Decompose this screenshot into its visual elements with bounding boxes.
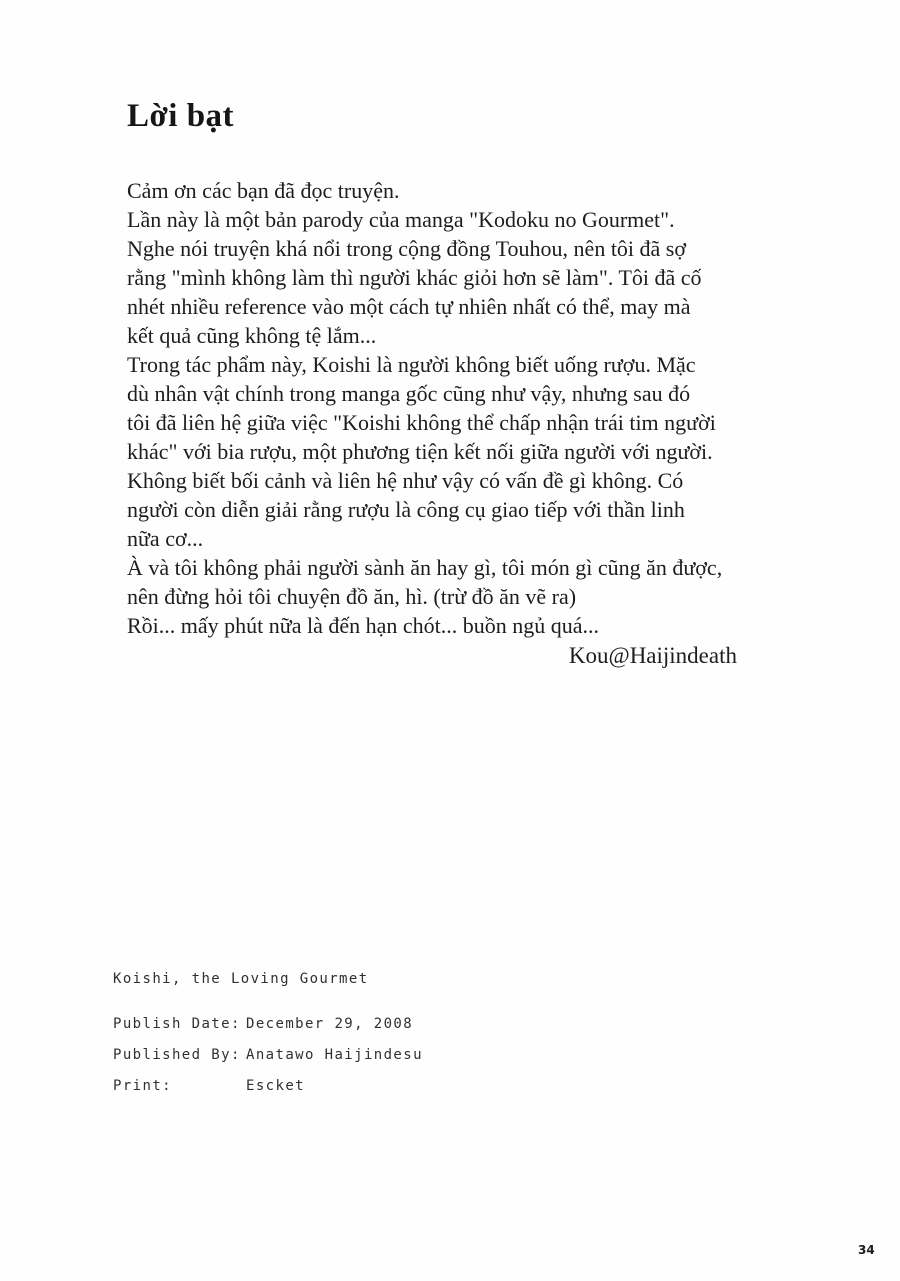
- body-line: nhét nhiều reference vào một cách tự nhiên nhất có thể, may mà: [127, 294, 691, 319]
- colophon-rows: [113, 1016, 423, 1109]
- book-title: Koishi, the Loving Gourmet: [113, 971, 369, 987]
- publish-date-value: December 29, 2008: [246, 1016, 414, 1032]
- author-signature: Kou@Haijindeath: [568, 643, 737, 668]
- body-line: người còn diễn giải rằng rượu là công cụ giao tiếp với thần linh: [127, 497, 685, 522]
- body-line: Trong tác phẩm này, Koishi là người không biết uống rượu. Mặc: [127, 352, 696, 377]
- print-label: Print:: [113, 1078, 172, 1094]
- colophon-row-published-by: [113, 1047, 423, 1078]
- body-line: khác" với bia rượu, một phương tiện kết nối giữa người với người.: [127, 439, 713, 464]
- publish-date-label: Publish Date:: [113, 1016, 241, 1032]
- afterword-body: [127, 176, 827, 640]
- published-by-value: Anatawo Haijindesu: [246, 1047, 423, 1063]
- page-number: 34: [858, 1243, 875, 1257]
- published-by-label: Published By:: [113, 1047, 241, 1063]
- body-line: Nghe nói truyện khá nổi trong cộng đồng Touhou, nên tôi đã sợ: [127, 236, 687, 261]
- body-line: dù nhân vật chính trong manga gốc cũng như vậy, nhưng sau đó: [127, 381, 691, 406]
- page-title: Lời bạt: [127, 98, 235, 134]
- body-line: Cảm ơn các bạn đã đọc truyện.: [127, 178, 400, 203]
- colophon-block: [113, 971, 423, 1109]
- body-line: nên đừng hỏi tôi chuyện đồ ăn, hì. (trừ đồ ăn vẽ ra): [127, 584, 577, 609]
- print-value: Escket: [246, 1078, 305, 1094]
- body-line: nữa cơ...: [127, 526, 204, 551]
- body-line: Rồi... mấy phút nữa là đến hạn chót... buồn ngủ quá...: [127, 613, 600, 638]
- body-line: rằng "mình không làm thì người khác giỏi hơn sẽ làm". Tôi đã cố: [127, 265, 702, 290]
- body-line: À và tôi không phải người sành ăn hay gì, tôi món gì cũng ăn được,: [127, 555, 723, 580]
- body-line: tôi đã liên hệ giữa việc "Koishi không thể chấp nhận trái tim người: [127, 410, 716, 435]
- body-line: Lần này là một bản parody của manga "Kodoku no Gourmet".: [127, 207, 675, 232]
- colophon-row-publish-date: [113, 1016, 423, 1047]
- body-line: kết quả cũng không tệ lắm...: [127, 323, 377, 348]
- body-line: Không biết bối cảnh và liên hệ như vậy có vấn đề gì không. Có: [127, 468, 684, 493]
- colophon-row-print: [113, 1078, 423, 1109]
